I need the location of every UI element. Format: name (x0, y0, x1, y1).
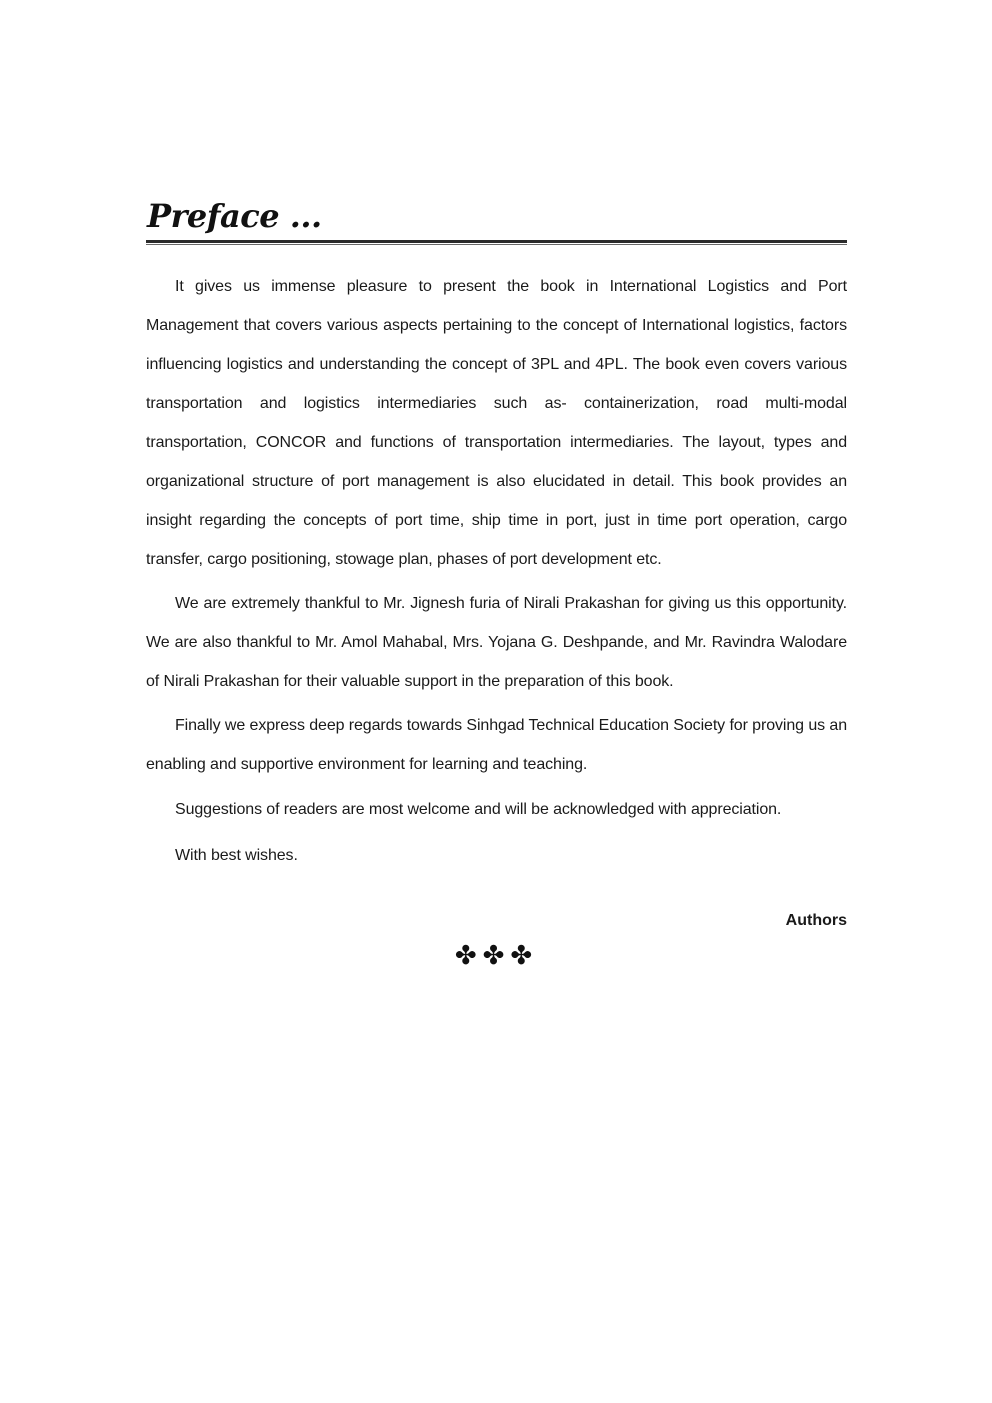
paragraph-suggestions: Suggestions of readers are most welcome and will be acknowledged with appreciation. (175, 801, 782, 818)
page-title: Preface ... (147, 197, 322, 235)
paragraph-intro: It gives us immense pleasure to present the book in International Logistics and Port Management that covers various aspects pertaining to the concept of International logistics, factors influencing logistics and understanding the concept of 3PL and 4PL. The book even covers various transportation and logistics intermediaries such as- containerization, road multi-modal transportation, CONCOR and functions of transportation intermediaries. The layout, types and organizational structure of port management is also elucidated in detail. This book provides an insight regarding the concepts of port time, ship time in port, just in time port operation, cargo transfer, cargo positioning, stowage plan, phases of port development etc. (146, 278, 847, 568)
paragraph-wishes: With best wishes. (175, 847, 298, 864)
paragraph-thanks: We are extremely thankful to Mr. Jignesh furia of Nirali Prakashan for giving us this opportunity. We are also thankful to Mr. Amol Mahabal, Mrs. Yojana G. Deshpande, and Mr. Ravindra Walodare of Nirali Prakashan for their valuable support in the preparation of this book. (146, 595, 847, 690)
floral-ornament-icon: ✤✤✤ (454, 941, 539, 971)
preface-page (146, 196, 847, 971)
paragraph-regards: Finally we express deep regards towards Sinhgad Technical Education Society for proving us an enabling and supportive environment for learning and teaching. (146, 717, 847, 773)
title-underline (146, 240, 847, 245)
preface-body (146, 267, 847, 877)
signoff-authors: Authors (785, 912, 847, 929)
